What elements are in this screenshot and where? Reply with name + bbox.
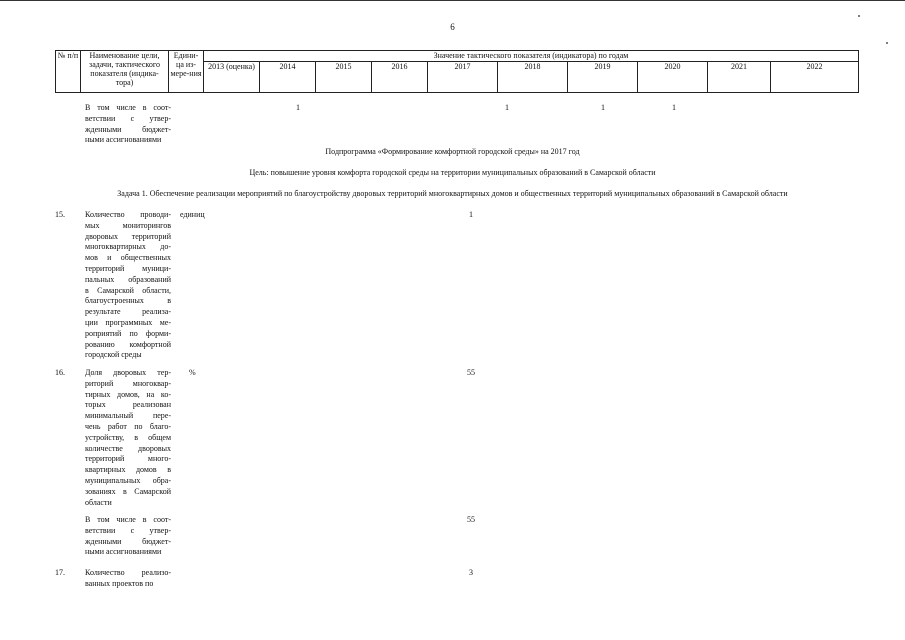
header-name: Наименование цели, задачи, тактического показателя (индика-тора) [81, 51, 169, 93]
indicator-name: Количество реализо- ванных проектов по [85, 568, 171, 588]
header-values-group: Значение тактического показателя (индикатора) по годам [204, 51, 859, 62]
value-2017: 55 [467, 515, 475, 524]
header-year: 2019 [568, 62, 638, 93]
indicator-name: В том числе в соот- ветствии с утвер- жденными бюджет- ными ассигнованиями [85, 515, 171, 557]
header-year: 2017 [428, 62, 498, 93]
task-line: Задача 1. Обеспечение реализации мероприятий по благоустройству дворовых территорий многоквартирных домов и общественных территорий муниципальных образований в Самарской области [117, 189, 788, 198]
header-year: 2020 [638, 62, 708, 93]
header-year: 2022 [771, 62, 859, 93]
indicator-unit: % [189, 368, 196, 377]
indicator-name: Доля дворовых тер- риторий многоквар- тирных домов, на ко- торых реализован минимальный пере- чень работ по благо- устройству, в общем количестве дворовых территорий много- квартирных домов в муниципальных обра- зованиях в Самарской области [85, 368, 171, 507]
header-year: 2018 [498, 62, 568, 93]
header-year: 2013 (оценка) [204, 62, 260, 93]
value-2014: 1 [296, 103, 300, 112]
value-2017: 55 [467, 368, 475, 377]
header-year: 2015 [316, 62, 372, 93]
page-number: 6 [450, 22, 455, 32]
indicator-name: В том числе в соот- ветствии с утвер- жденными бюджет- ными ассигнованиями [85, 103, 171, 145]
value-2017: 1 [469, 210, 473, 219]
indicator-number: 16. [55, 368, 65, 377]
header-num: № п/п [56, 51, 81, 93]
header-year: 2016 [372, 62, 428, 93]
indicator-table-header [55, 50, 859, 93]
value-2019: 1 [601, 103, 605, 112]
top-border-line [0, 0, 905, 1]
scan-speck [886, 42, 888, 44]
scan-speck [858, 15, 860, 17]
indicator-name: Количество проводи- мых мониторингов дворовых территорий многоквартирных до- мов и общественных территорий муници- пальных образований в Самарской области, благоустроенных в результате реализа- ции программных ме- роприятий по форми- рованию комфортной городской среды [85, 210, 171, 360]
header-year: 2014 [260, 62, 316, 93]
subprogram-title: Подпрограмма «Формирование комфортной городской среды» на 2017 год [325, 147, 580, 156]
header-year: 2021 [708, 62, 771, 93]
value-2018: 1 [505, 103, 509, 112]
header-unit: Едини-ца из-мере-ния [169, 51, 204, 93]
value-2020: 1 [672, 103, 676, 112]
indicator-number: 17. [55, 568, 65, 577]
value-2017: 3 [469, 568, 473, 577]
goal-line: Цель: повышение уровня комфорта городской среды на территории муниципальных образований в Самарской области [249, 168, 656, 177]
indicator-number: 15. [55, 210, 65, 219]
indicator-unit: единиц [180, 210, 205, 219]
